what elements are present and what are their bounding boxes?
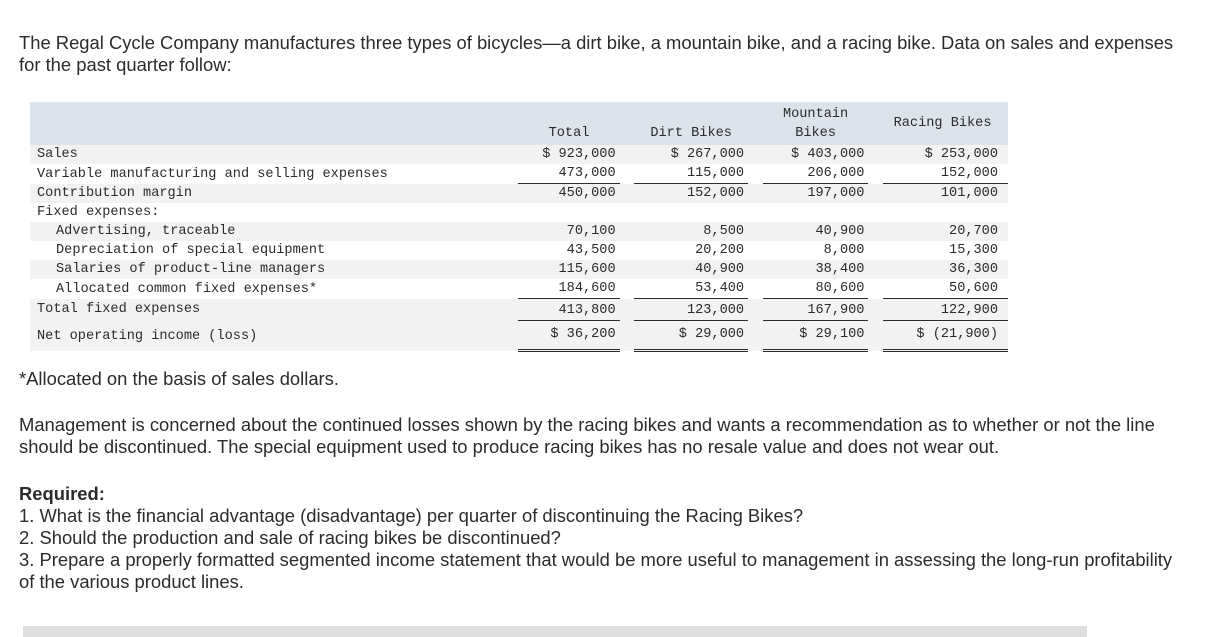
header-dirt-bikes xyxy=(634,102,748,145)
gap xyxy=(620,241,635,260)
cell-total: 184,600 xyxy=(518,279,619,299)
header-total xyxy=(518,102,619,145)
problem-intro: The Regal Cycle Company manufactures three types of bicycles—a dirt bike, a mountain bike, and a racing bike. Data on sales and expenses for the past quarter follow: xyxy=(19,32,1174,75)
gap xyxy=(620,299,635,321)
row-label: Contribution margin xyxy=(30,184,518,204)
gap xyxy=(620,164,635,184)
row-label: Net operating income (loss) xyxy=(30,321,518,351)
gap xyxy=(748,241,763,260)
header-dirt-text: Dirt Bikes xyxy=(650,126,732,141)
gap xyxy=(748,222,763,241)
cell-total: $ 36,200 xyxy=(518,321,619,351)
cell-racing: $ 253,000 xyxy=(883,145,1008,164)
row-variable-expenses xyxy=(30,164,1008,184)
required-item-2: 2. Should the production and sale of racing bikes be discontinued? xyxy=(19,527,561,548)
cell-dirt: 8,500 xyxy=(634,222,748,241)
required-item-1: 1. What is the financial advantage (disadvantage) per quarter of discontinuing the Racing Bikes? xyxy=(19,505,804,526)
header-racing-bikes xyxy=(883,102,1008,145)
row-label: Depreciation of special equipment xyxy=(30,241,518,260)
gap xyxy=(868,241,883,260)
row-net-operating-income xyxy=(30,321,1008,351)
cell-racing: $ (21,900) xyxy=(883,321,1008,351)
cell-dirt: 40,900 xyxy=(634,260,748,279)
row-contribution-margin xyxy=(30,184,1008,204)
gap xyxy=(868,222,883,241)
gap xyxy=(748,279,763,299)
gap xyxy=(868,299,883,321)
gap xyxy=(620,145,635,164)
gap xyxy=(748,164,763,184)
header-gap xyxy=(748,102,763,145)
gap xyxy=(620,222,635,241)
cell-mountain: 206,000 xyxy=(763,164,869,184)
header-mountain-line1: Mountain xyxy=(782,107,849,122)
required-title: Required: xyxy=(19,483,105,504)
row-salaries xyxy=(30,260,1008,279)
segmented-income-statement xyxy=(30,102,1008,352)
required-item-3: 3. Prepare a properly formatted segmented income statement that would be more useful to management in assessing the long-run profitability of the various product lines. xyxy=(19,549,1173,592)
row-label: Total fixed expenses xyxy=(30,299,518,321)
header-gap xyxy=(868,102,883,145)
cell-dirt xyxy=(634,203,748,222)
cell-racing: 101,000 xyxy=(883,184,1008,204)
header-mountain-bikes xyxy=(763,102,869,145)
gap xyxy=(868,145,883,164)
row-total-fixed xyxy=(30,299,1008,321)
cell-total: 70,100 xyxy=(518,222,619,241)
cell-racing: 20,700 xyxy=(883,222,1008,241)
gap xyxy=(748,145,763,164)
cell-dirt: $ 29,000 xyxy=(634,321,748,351)
cell-mountain: $ 29,100 xyxy=(763,321,869,351)
cell-total: $ 923,000 xyxy=(518,145,619,164)
row-label: Sales xyxy=(30,145,518,164)
gap xyxy=(620,321,635,351)
row-label: Allocated common fixed expenses* xyxy=(30,279,518,299)
cell-mountain: $ 403,000 xyxy=(763,145,869,164)
footnote: *Allocated on the basis of sales dollars. xyxy=(19,368,339,389)
cell-total: 413,800 xyxy=(518,299,619,321)
row-advertising xyxy=(30,222,1008,241)
cell-total: 450,000 xyxy=(518,184,619,204)
cell-total xyxy=(518,203,619,222)
cell-total: 473,000 xyxy=(518,164,619,184)
cell-dirt: 20,200 xyxy=(634,241,748,260)
cell-mountain xyxy=(763,203,869,222)
cell-dirt: $ 267,000 xyxy=(634,145,748,164)
management-paragraph: Management is concerned about the continued losses shown by the racing bikes and wants a recommendation as to whether or not the line should be discontinued. The special equipment used to produce racing bikes has no resale value and does not wear out. xyxy=(19,414,1155,457)
row-label: Fixed expenses: xyxy=(30,203,518,222)
cell-racing: 36,300 xyxy=(883,260,1008,279)
cell-racing xyxy=(883,203,1008,222)
cell-mountain: 80,600 xyxy=(763,279,869,299)
row-sales xyxy=(30,145,1008,164)
row-label: Salaries of product-line managers xyxy=(30,260,518,279)
row-allocated-common xyxy=(30,279,1008,299)
gap xyxy=(620,260,635,279)
cell-racing: 152,000 xyxy=(883,164,1008,184)
header-total-text: Total xyxy=(548,126,590,141)
header-label-cell xyxy=(30,102,518,145)
cell-mountain: 167,900 xyxy=(763,299,869,321)
gap xyxy=(868,203,883,222)
cell-racing: 122,900 xyxy=(883,299,1008,321)
row-label: Variable manufacturing and selling expenses xyxy=(30,164,518,184)
cell-dirt: 53,400 xyxy=(634,279,748,299)
gap xyxy=(868,321,883,351)
row-fixed-expenses-heading xyxy=(30,203,1008,222)
gap xyxy=(748,299,763,321)
header-row xyxy=(30,102,1008,145)
cell-total: 43,500 xyxy=(518,241,619,260)
gap xyxy=(868,279,883,299)
header-mountain-line2: Bikes xyxy=(795,126,836,141)
answer-area-bar xyxy=(23,626,1087,637)
cell-dirt: 115,000 xyxy=(634,164,748,184)
cell-mountain: 197,000 xyxy=(763,184,869,204)
gap xyxy=(868,164,883,184)
gap xyxy=(620,203,635,222)
gap xyxy=(620,184,635,204)
required-section xyxy=(19,483,1189,593)
gap xyxy=(748,203,763,222)
cell-mountain: 38,400 xyxy=(763,260,869,279)
gap xyxy=(748,321,763,351)
cell-mountain: 40,900 xyxy=(763,222,869,241)
cell-total: 115,600 xyxy=(518,260,619,279)
row-depreciation xyxy=(30,241,1008,260)
gap xyxy=(620,279,635,299)
gap xyxy=(748,184,763,204)
cell-racing: 15,300 xyxy=(883,241,1008,260)
header-racing-text: Racing Bikes xyxy=(893,116,992,131)
cell-dirt: 152,000 xyxy=(634,184,748,204)
cell-mountain: 8,000 xyxy=(763,241,869,260)
row-label: Advertising, traceable xyxy=(30,222,518,241)
gap xyxy=(868,260,883,279)
cell-racing: 50,600 xyxy=(883,279,1008,299)
cell-dirt: 123,000 xyxy=(634,299,748,321)
gap xyxy=(868,184,883,204)
gap xyxy=(748,260,763,279)
header-gap xyxy=(620,102,635,145)
